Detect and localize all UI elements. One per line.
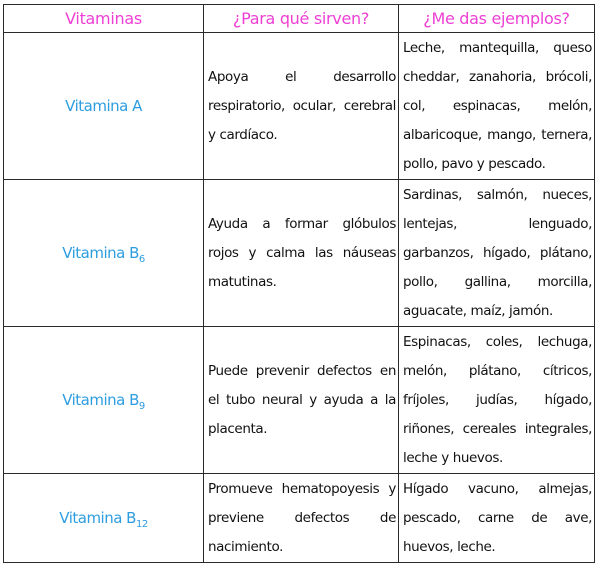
vitamin-examples: Sardinas, salmón, nueces, lentejas, lenguado, garbanzos, hígado, plátano, pollo, gallina, morcilla, aguacate, maíz, jamón. <box>399 180 595 327</box>
vitamins-table <box>3 4 595 563</box>
vitamin-name: Vitamina B <box>62 391 139 409</box>
vitamin-subscript: 12 <box>135 519 148 530</box>
vitamin-examples: Leche, mantequilla, queso cheddar, zanahoria, brócoli, col, espinacas, melón, albaricoque, mango, ternera, pollo, pavo y pescado. <box>399 33 595 180</box>
vitamin-name-cell <box>4 33 204 180</box>
vitamin-name-cell <box>4 474 204 563</box>
vitamin-name-cell <box>4 180 204 327</box>
header-vitaminas: Vitaminas <box>4 5 204 33</box>
vitamin-use: Puede prevenir defectos en el tubo neural y ayuda a la placenta. <box>204 327 399 474</box>
header-ejemplos: ¿Me das ejemplos? <box>399 5 595 33</box>
vitamin-name: Vitamina B <box>62 244 139 262</box>
header-row <box>4 5 595 33</box>
table-row-vitamina-b9 <box>4 327 595 474</box>
vitamin-name-cell <box>4 327 204 474</box>
vitamin-examples: Espinacas, coles, lechuga, melón, plátano, cítricos, fríjoles, judías, hígado, riñones, cereales integrales, leche y huevos. <box>399 327 595 474</box>
vitamin-name: Vitamina A <box>65 97 142 115</box>
table-row-vitamina-b6 <box>4 180 595 327</box>
vitamin-use: Apoya el desarrollo respiratorio, ocular, cerebral y cardíaco. <box>204 33 399 180</box>
vitamin-subscript: 9 <box>138 401 145 412</box>
vitamin-use: Promueve hematopoyesis y previene defectos de nacimiento. <box>204 474 399 563</box>
table-row-vitamina-b12 <box>4 474 595 563</box>
vitamin-examples: Hígado vacuno, almejas, pescado, carne de ave, huevos, leche. <box>399 474 595 563</box>
vitamin-use: Ayuda a formar glóbulos rojos y calma las náuseas matutinas. <box>204 180 399 327</box>
vitamin-subscript: 6 <box>138 254 145 265</box>
header-para-que-sirven: ¿Para qué sirven? <box>204 5 399 33</box>
vitamin-name: Vitamina B <box>59 509 136 527</box>
table-row-vitamina-a <box>4 33 595 180</box>
